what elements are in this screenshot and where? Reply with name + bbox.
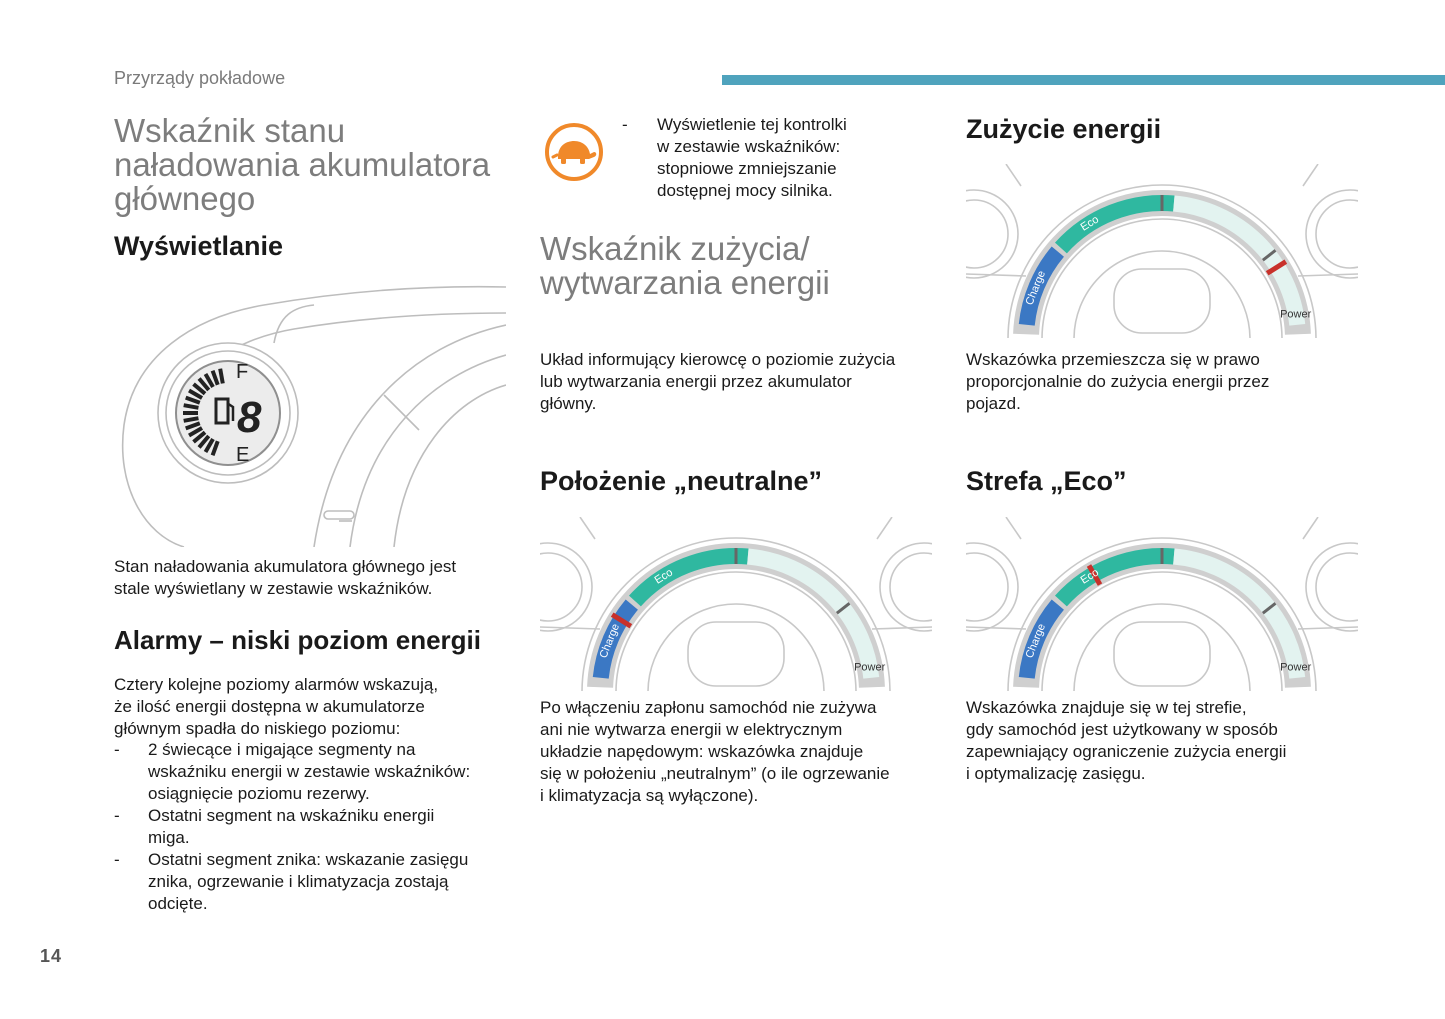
battery-gauge-title: Wskaźnik stanu naładowania akumulatora głównego <box>114 112 491 217</box>
energy-flow-intro: Układ informujący kierowcę o poziomie zużycia lub wytwarzania energii przez akumulator główny. <box>540 350 896 413</box>
dial-label-eco: Eco <box>1078 213 1102 234</box>
turtle-text: Wyświetlenie tej kontrolki w zestawie wskaźników: stopniowe zmniejszanie dostępnej mocy silnika. <box>657 115 847 200</box>
alarms-intro: Cztery kolejne poziomy alarmów wskazują, że ilość energii dostępna w akumulatorze głównym spadła do niskiego poziomu: <box>114 675 439 738</box>
dial-label-power: Power <box>854 661 886 674</box>
energy-segment <box>220 369 223 384</box>
dial-neutral-illustration <box>540 517 932 691</box>
energy-segment <box>184 405 199 408</box>
alarms-heading: Alarmy – niski poziom energii <box>114 625 481 655</box>
header-accent-bar <box>722 75 1445 85</box>
side-pod-left <box>966 543 1018 631</box>
consumption-text: Wskazówka przemieszcza się w prawo proporcjonalnie do zużycia energii przez pojazd. <box>966 350 1270 413</box>
energy-flow-title: Wskaźnik zużycia/ wytwarzania energii <box>540 230 830 301</box>
dial-label-charge: Charge <box>1023 269 1049 307</box>
side-pod-left <box>540 543 592 631</box>
gauge-digit: 8 <box>237 393 262 442</box>
side-pod-right <box>1306 543 1358 631</box>
consumption-heading: Zużycie energii <box>966 114 1162 144</box>
dial-label-eco: Eco <box>652 566 676 587</box>
list-item: - Ostatni segment znika: wskazanie zasięgu znika, ogrzewanie i klimatyzacja zostają odcięte. <box>114 850 469 913</box>
gauge-label-empty: E <box>236 444 250 466</box>
alarms-list <box>114 739 514 915</box>
turtle-warning-icon <box>543 121 605 183</box>
display-text: Stan naładowania akumulatora głównego jest stale wyświetlany w zestawie wskaźników. <box>114 557 457 598</box>
dial-consumption-illustration <box>966 164 1358 338</box>
side-pod-right <box>1306 190 1358 278</box>
dial-ring-1 <box>314 325 506 547</box>
list-item: - Ostatni segment na wskaźniku energii miga. <box>114 806 435 847</box>
dial-label-eco: Eco <box>1078 566 1102 587</box>
dial-label-charge: Charge <box>1023 622 1049 660</box>
dial-label-power: Power <box>1280 661 1312 674</box>
display-heading: Wyświetlanie <box>114 231 284 261</box>
dial-eco-illustration <box>966 517 1358 691</box>
side-pod-right <box>880 543 932 631</box>
dial-ring-3 <box>394 385 506 547</box>
gauge-label-full: F <box>236 361 249 383</box>
list-item: - 2 świecące i migające segmenty na wskaźniku energii w zestawie wskaźników: osiągnięcie poziomu rezerwy. <box>114 740 471 803</box>
eco-text: Wskazówka znajduje się w tej strefie, gdy samochód jest użytkowany w sposób zapewniający ograniczenie zużycia energii i optymalizację zasięgu. <box>966 698 1287 783</box>
section-title: Przyrządy pokładowe <box>114 68 286 88</box>
eco-heading: Strefa „Eco” <box>966 466 1127 496</box>
dial-label-charge: Charge <box>597 622 623 660</box>
side-pod-left <box>966 190 1018 278</box>
battery-gauge-illustration <box>114 285 506 547</box>
neutral-heading: Położenie „neutralne” <box>540 466 823 496</box>
neutral-text: Po włączeniu zapłonu samochód nie zużywa ani nie wytwarza energii w elektrycznym układzie napędowym: wskazówka znajduje się w położeniu „neutralnym” (o ile ogrzewanie i klimatyzacja są wyłączone). <box>540 698 890 805</box>
turtle-dash: - <box>622 115 628 134</box>
energy-segment <box>184 418 199 421</box>
page-number: 14 <box>40 946 63 966</box>
dial-ring-2 <box>350 355 506 547</box>
dial-label-power: Power <box>1280 308 1312 321</box>
